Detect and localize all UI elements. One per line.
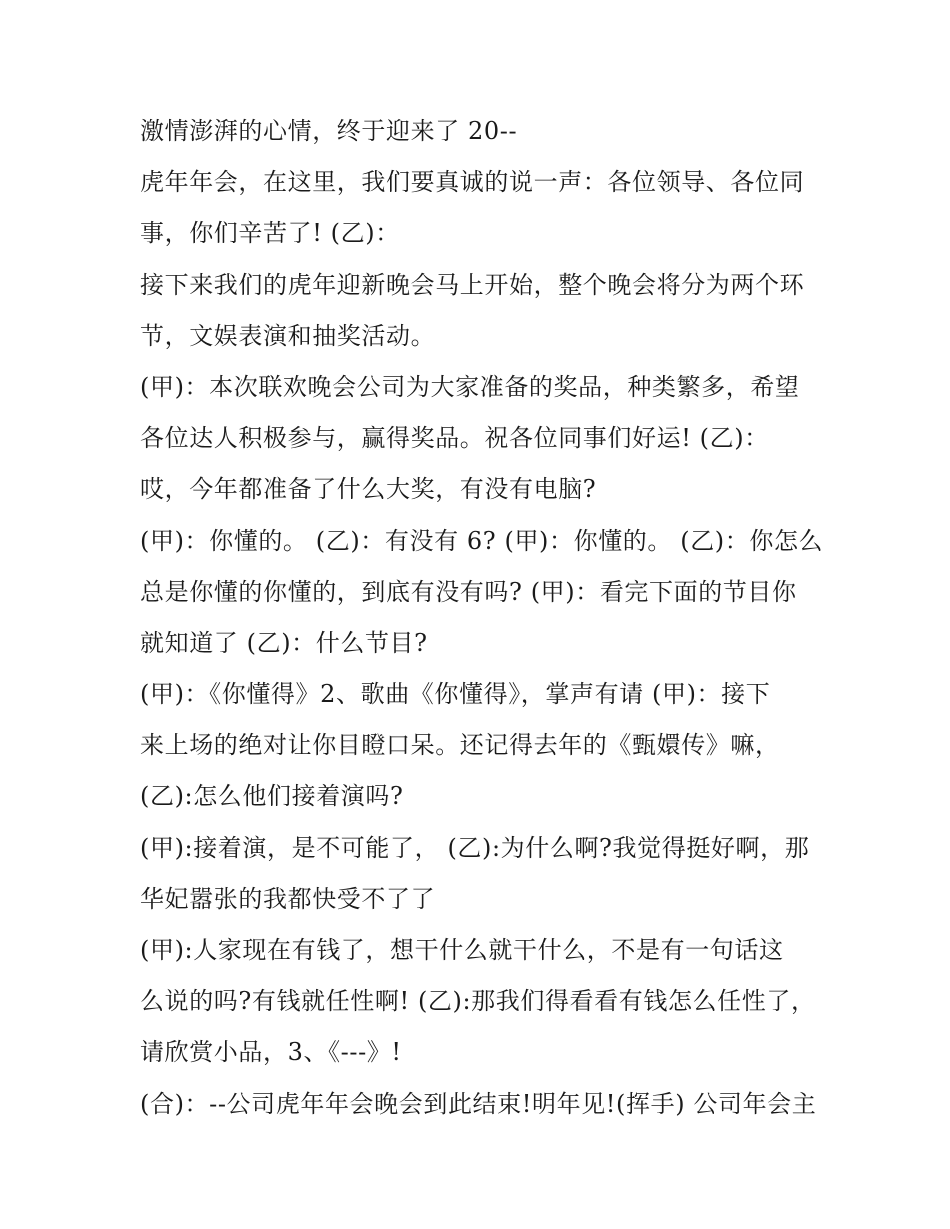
text-line: (乙):怎么他们接着演吗? — [140, 782, 404, 811]
text-line: (甲):接着演，是不可能了， (乙):为什么啊?我觉得挺好啊，那 — [140, 833, 810, 862]
text-line: 么说的吗?有钱就任性啊! (乙):那我们得看看有钱怎么任性了， — [140, 987, 816, 1016]
text-line: 华妃嚣张的我都快受不了了 — [140, 884, 436, 913]
text-line: 请欣赏小品，3、《---》! — [140, 1038, 402, 1067]
text-line: 就知道了 (乙)：什么节目? — [140, 628, 428, 657]
text-line: 虎年年会，在这里，我们要真诚的说一声：各位领导、各位同 — [140, 168, 805, 197]
text-line: 事，你们辛苦了! (乙)： — [140, 219, 400, 248]
text-line: (甲)：你懂的。 (乙)：有没有 6? (甲)：你懂的。 (乙)：你怎么 — [140, 526, 824, 555]
text-line: 总是你懂的你懂的，到底有没有吗? (甲)：看完下面的节目你 — [140, 577, 797, 606]
text-line: 激情澎湃的心情，终于迎来了 20-- — [140, 117, 518, 145]
text-line: 节，文娱表演和抽奖活动。 — [140, 321, 436, 350]
text-line: (甲):人家现在有钱了，想干什么就干什么，不是有一句话这 — [140, 936, 784, 964]
text-line: (甲)：《你懂得》2、歌曲《你懂得》，掌声有请 (甲)：接下 — [140, 680, 771, 709]
text-line: 各位达人积极参与，赢得奖品。祝各位同事们好运! (乙)： — [140, 424, 769, 453]
text-line: (甲)：本次联欢晚会公司为大家准备的奖品，种类繁多，希望 — [140, 372, 800, 401]
text-line: 接下来我们的虎年迎新晚会马上开始，整个晚会将分为两个环 — [140, 270, 805, 299]
text-line: (合)：--公司虎年年会晚会到此结束!明年见!(挥手) 公司年会主 — [140, 1089, 817, 1118]
body-text — [140, 106, 824, 1130]
text-line: 来上场的绝对让你目瞪口呆。还记得去年的《甄嬛传》嘛， — [140, 731, 780, 760]
text-line: 哎，今年都准备了什么大奖，有没有电脑? — [140, 475, 597, 504]
